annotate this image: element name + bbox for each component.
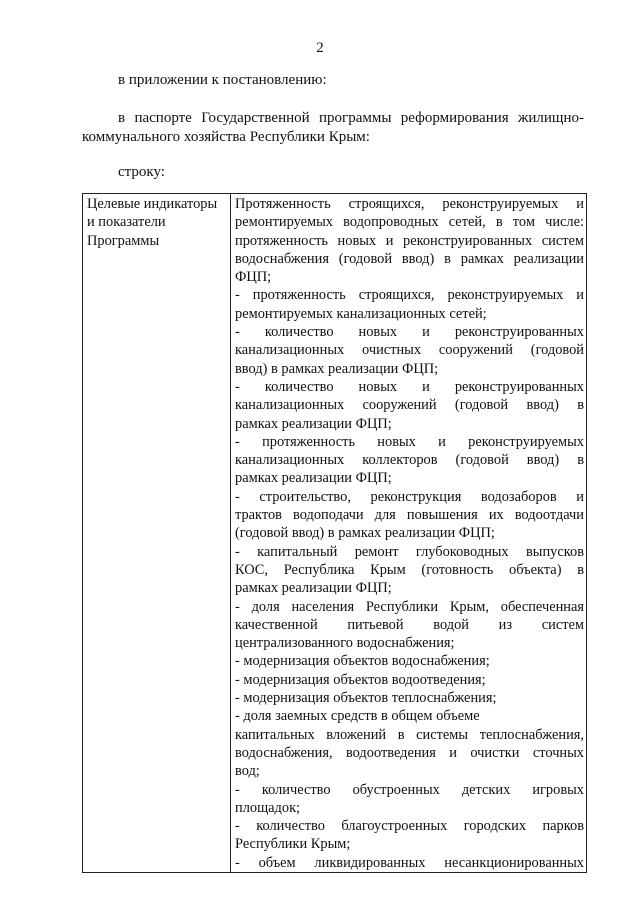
content-line: - строительство, реконструкция водозаборов и	[235, 488, 584, 505]
content-line: канализационных коллекторов (годовой ввод) в	[235, 452, 584, 469]
content-line: площадок;	[235, 799, 301, 816]
content-line: Республики Крым;	[235, 836, 351, 853]
content-line: рамках реализации ФЦП;	[235, 415, 392, 432]
intro-paragraph: в приложении к постановлению:	[118, 72, 327, 88]
row-paragraph: строку:	[118, 164, 165, 180]
passport-paragraph: в паспорте Государственной программы реформирования жилищно-коммунального хозяйства Республики Крым:	[82, 110, 584, 145]
page-number: 2	[316, 40, 324, 56]
content-line: - протяженность новых и реконструируемых	[235, 433, 584, 450]
label-cell	[83, 194, 231, 873]
content-line: - протяженность строящихся, реконструируемых и	[235, 287, 584, 304]
content-line: протяженность новых и реконструированных систем	[235, 232, 584, 249]
label-text	[87, 195, 227, 250]
content-line: - модернизация объектов водоснабжения;	[235, 653, 490, 670]
content-line: качественной питьевой водой из систем	[235, 616, 584, 633]
content-line: ремонтируемых канализационных сетей;	[235, 305, 487, 322]
content-line: капитальных вложений в системы теплоснабжения,	[235, 726, 584, 743]
content-line: - количество новых и реконструированных	[235, 378, 584, 395]
content-line: водоснабжения, водоотведения и очистки сточных	[235, 744, 584, 761]
content-line: - капитальный ремонт глубоководных выпусков	[235, 543, 584, 560]
content-line: рамках реализации ФЦП;	[235, 580, 392, 597]
content-line: Протяженность строящихся, реконструируемых и	[235, 196, 584, 212]
content-line: канализационных очистных сооружений (годовой	[235, 342, 584, 359]
content-line: ремонтируемых водопроводных сетей, в том числе:	[235, 214, 584, 231]
content-line: - доля заемных средств в общем объеме	[235, 708, 480, 725]
content-text	[235, 195, 584, 872]
content-line: вод;	[235, 763, 260, 780]
label-line: Целевые индикаторы	[87, 196, 218, 212]
content-line: - модернизация объектов теплоснабжения;	[235, 690, 497, 707]
content-line: рамках реализации ФЦП;	[235, 470, 392, 487]
content-line: - количество благоустроенных городских парков	[235, 818, 584, 835]
label-line: и показатели	[87, 214, 166, 231]
content-line: (годовой ввод) в рамках реализации ФЦП;	[235, 525, 495, 542]
content-line: - объем ликвидированных несанкционированных	[235, 854, 584, 871]
content-line: трактов водоподачи для повышения их водоотдачи	[235, 507, 584, 524]
content-line: канализационных сооружений (годовой ввод) в	[235, 397, 584, 414]
content-line: водоснабжения (годовой ввод) в рамках реализации	[235, 250, 584, 267]
content-line: ввод) в рамках реализации ФЦП;	[235, 360, 439, 377]
indicators-table	[82, 193, 587, 873]
label-line: Программы	[87, 232, 160, 249]
content-line: - доля населения Республики Крым, обеспеченная	[235, 598, 584, 615]
content-line: ФЦП;	[235, 269, 272, 286]
content-line: централизованного водоснабжения;	[235, 635, 455, 652]
table-row	[83, 194, 587, 873]
content-line: - модернизация объектов водоотведения;	[235, 671, 486, 688]
content-cell	[231, 194, 587, 873]
content-line: - количество обустроенных детских игровых	[235, 781, 584, 798]
content-line: - количество новых и реконструированных	[235, 324, 584, 341]
content-line: КОС, Республика Крым (готовность объекта) в	[235, 561, 584, 578]
